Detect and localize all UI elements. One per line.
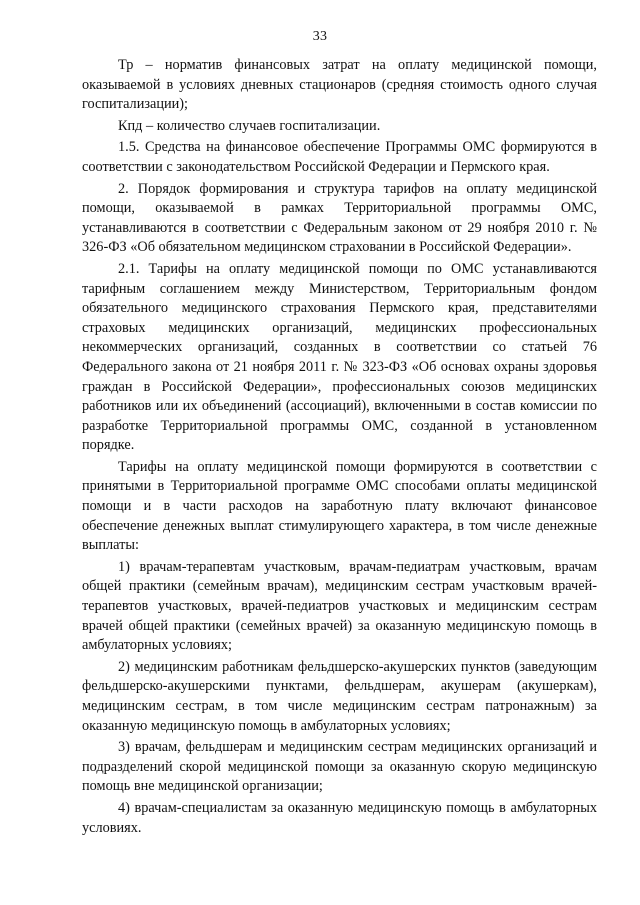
list-item-3: 3) врачам, фельдшерам и медицинским сестрам медицинских организаций и подразделений скорой медицинской помощи за оказанную скорую медицинскую помощь вне медицинской организации; bbox=[82, 739, 597, 795]
list-item-4: 4) врачам-специалистам за оказанную медицинскую помощь в амбулаторных условиях. bbox=[82, 799, 597, 836]
list-item-1: 1) врачам-терапевтам участковым, врачам-педиатрам участковым, врачам общей практики (семейным врачам), медицинским сестрам участковым врачей-терапевтов участковых, врачей-педиатров участковых и медицинским сестрам врачей общей практики (семейных врачей) за оказанную медицинскую помощь в амбулаторных условиях; bbox=[82, 558, 597, 654]
paragraph-kpd-definition: Кпд – количество случаев госпитализации. bbox=[118, 117, 381, 134]
paragraph-1-5: 1.5. Средства на финансовое обеспечение Программы ОМС формируются в соответствии с законодательством Российской Федерации и Пермского края. bbox=[82, 139, 597, 175]
paragraph-tr-definition: Тр – норматив финансовых затрат на оплату медицинской помощи, оказываемой в условиях дневных стационаров (средняя стоимость одного случая госпитализации); bbox=[82, 57, 597, 113]
page-number: 33 bbox=[312, 29, 328, 44]
list-item-2: 2) медицинским работникам фельдшерско-акушерских пунктов (заведующим фельдшерско-акушерскими пунктами, фельдшерам, акушерам (акушеркам), медицинским сестрам, в том числе медицинским сестрам патронажным) за оказанную медицинскую помощь в амбулаторных условиях; bbox=[82, 658, 597, 734]
paragraph-2-1: 2.1. Тарифы на оплату медицинской помощи по ОМС устанавливаются тарифным соглашением между Министерством, Территориальным фондом обязательного медицинского страхования Пермского края, представителями страховых медицинских организаций, медицинских профессиональных некоммерческих организаций, созданных в соответствии со статьей 76 Федерального закона от 21 ноября 2011 г. № 323-ФЗ «Об основах охраны здоровья граждан в Российской Федерации», профессиональных союзов медицинских работников или их объединений (ассоциаций), включенными в состав комиссии по разработке Территориальной программы ОМС, созданной в установленном порядке. bbox=[82, 260, 597, 454]
paragraph-tariffs: Тарифы на оплату медицинской помощи формируются в соответствии с принятыми в Территориальной программе ОМС способами оплаты медицинской помощи и в части расходов на заработную плату включают финансовое обеспечение денежных выплат стимулирующего характера, в том числе денежные выплаты: bbox=[82, 458, 597, 554]
document-body bbox=[82, 56, 597, 840]
paragraph-2: 2. Порядок формирования и структура тарифов на оплату медицинской помощи, оказываемой в рамках Территориальной программы ОМС, устанавливаются в соответствии с Федеральным законом от 29 ноября 2010 г. № 326-ФЗ «Об обязательном медицинском страховании в Российской Федерации». bbox=[82, 180, 597, 256]
